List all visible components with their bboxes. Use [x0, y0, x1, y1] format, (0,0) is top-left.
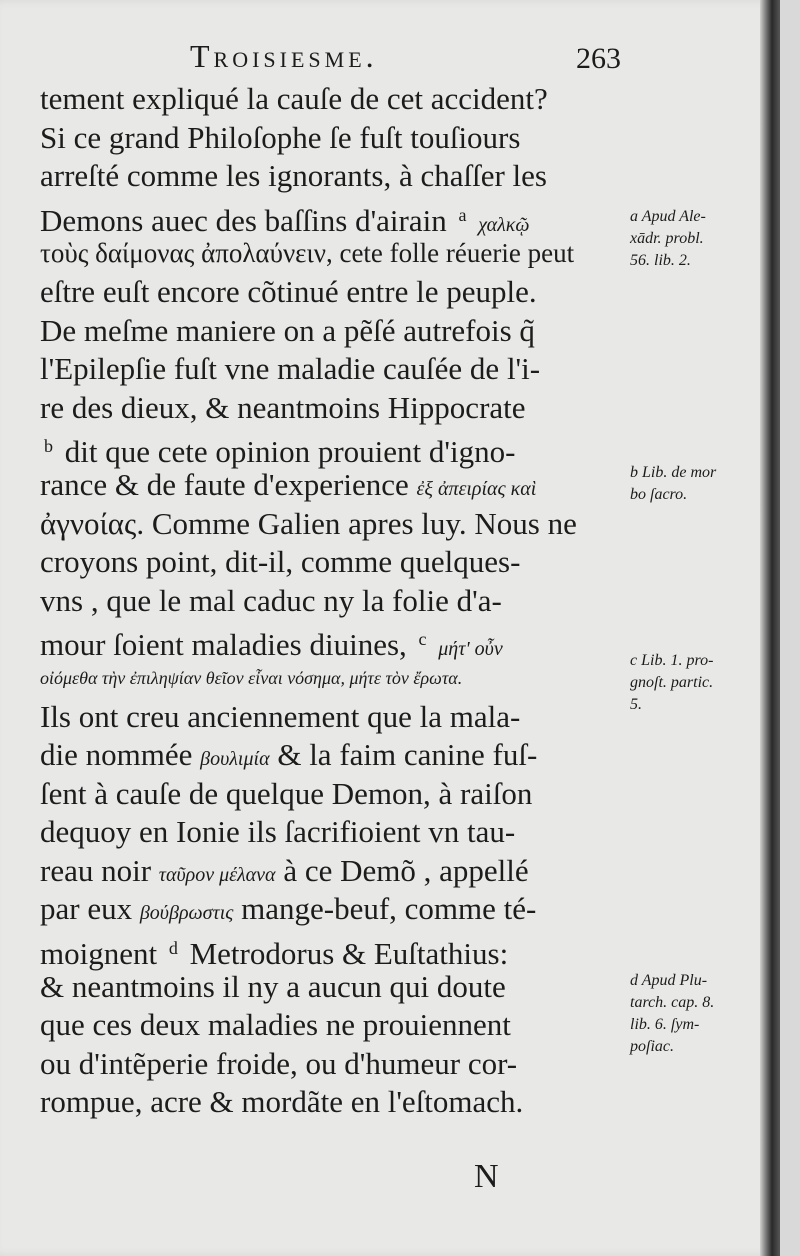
footnote-ref-b: b — [44, 436, 53, 457]
margin-note-b: b Lib. de mor bo ſacro. — [630, 464, 717, 503]
margin-note-a: a Apud Ale- xādr. probl. 56. lib. 2. — [630, 208, 706, 269]
text-line-5: τοὺς δαίμονας ἀπολαύνειν, cete folle réuerie peut — [40, 238, 575, 269]
text-line-15-main: mour ſoient maladies diuines, — [40, 627, 407, 663]
body-text — [40, 80, 630, 1122]
text-line-23-main: moignent — [40, 936, 158, 972]
page-edge — [760, 0, 780, 1256]
running-head: Troisiesme. — [190, 38, 378, 74]
text-line-22-rest: mange-beuf, comme té- — [241, 891, 537, 927]
text-line-10-main: dit que cete opinion prouient d'igno- — [64, 434, 516, 470]
text-line-6: eſtre euſt encore cõtinué entre le peuple. — [40, 273, 537, 309]
text-line-16: οἰόμεθα τὴν ἐπιληψίαν θεῖον εἶναι νόσημα, μήτε τὸν ἔρωτα. — [40, 667, 463, 688]
text-line-18-rest: & la faim canine fuſ- — [277, 737, 538, 773]
text-line-14: vns , que le mal caduc ny la folie d'a- — [40, 582, 502, 618]
text-line-4 — [40, 196, 630, 238]
text-line-27: rompue, acre & mordãte en l'eſtomach. — [40, 1084, 524, 1120]
greek-phrase: ταῦρον μέλανα — [158, 863, 276, 886]
text-line-22-main: par eux — [40, 891, 133, 927]
text-line-12: ἀγνοίας. Comme Galien apres luy. Nous ne — [40, 505, 577, 541]
text-line-20: dequoy en Ionie ils ſacrifioient vn tau- — [40, 814, 516, 850]
footnote-ref-d: d — [168, 938, 178, 959]
greek-phrase: χαλκῷ — [478, 213, 530, 236]
text-line-8: l'Epilepſie fuſt vne maladie cauſée de l'i- — [40, 351, 541, 387]
text-line-25: que ces deux maladies ne prouiennent — [40, 1007, 511, 1043]
signature-mark: N — [474, 1158, 499, 1195]
text-line-19: ſent à cauſe de quelque Demon, à raiſon — [40, 775, 533, 811]
greek-phrase: ἐξ ἀπειρίας καὶ — [416, 477, 537, 500]
margin-note-c: c Lib. 1. pro- gnoſt. partic. 5. — [630, 652, 714, 713]
footnote-ref-a: a — [458, 204, 467, 225]
margin-note-d: d Apud Plu- tarch. cap. 8. lib. 6. ſym- poſiac. — [630, 972, 715, 1055]
text-line-24: & neantmoins il ny a aucun qui doute — [40, 968, 506, 1004]
text-line-4-main: Demons auec des baſſins d'airain — [40, 202, 447, 238]
greek-phrase: βούβρωστις — [139, 902, 234, 925]
text-line-21-main: reau noir — [40, 852, 152, 888]
text-line-18-main: die nommée — [40, 737, 193, 773]
text-line-23 — [40, 929, 630, 972]
text-line-9: re des dieux, & neantmoins Hippocrate — [40, 389, 526, 425]
text-line-18 — [40, 736, 630, 775]
footnote-ref-c: c — [418, 629, 427, 650]
text-line-13: croyons point, dit-il, comme quelques- — [40, 544, 521, 580]
text-line-11-main: rance & de faute d'experience — [40, 466, 409, 502]
text-line-23-rest: Metrodorus & Euſtathius: — [189, 936, 509, 972]
text-line-21-rest: à ce Demõ , appellé — [283, 852, 529, 888]
text-line-1: tement expliqué la cauſe de cet accident? — [40, 81, 548, 116]
text-line-15 — [40, 620, 630, 663]
text-line-22 — [40, 890, 630, 929]
text-line-21 — [40, 852, 630, 891]
page-number: 263 — [576, 42, 621, 75]
text-line-2: Si ce grand Philoſophe ſe fuſt touſiours — [40, 119, 521, 155]
text-line-7: De meſme maniere on a pẽſé autrefois q̃ — [40, 312, 535, 348]
greek-phrase: μήτ' οὖν — [438, 638, 503, 661]
text-line-11 — [40, 466, 630, 505]
text-line-17: Ils ont creu anciennement que la mala- — [40, 698, 521, 734]
greek-phrase: βουλιμία — [200, 748, 270, 771]
text-line-26: ou d'intẽperie froide, ou d'humeur cor- — [40, 1045, 518, 1081]
text-line-3: arreſté comme les ignorants, à chaſſer les — [40, 158, 547, 194]
text-line-10 — [40, 427, 630, 470]
